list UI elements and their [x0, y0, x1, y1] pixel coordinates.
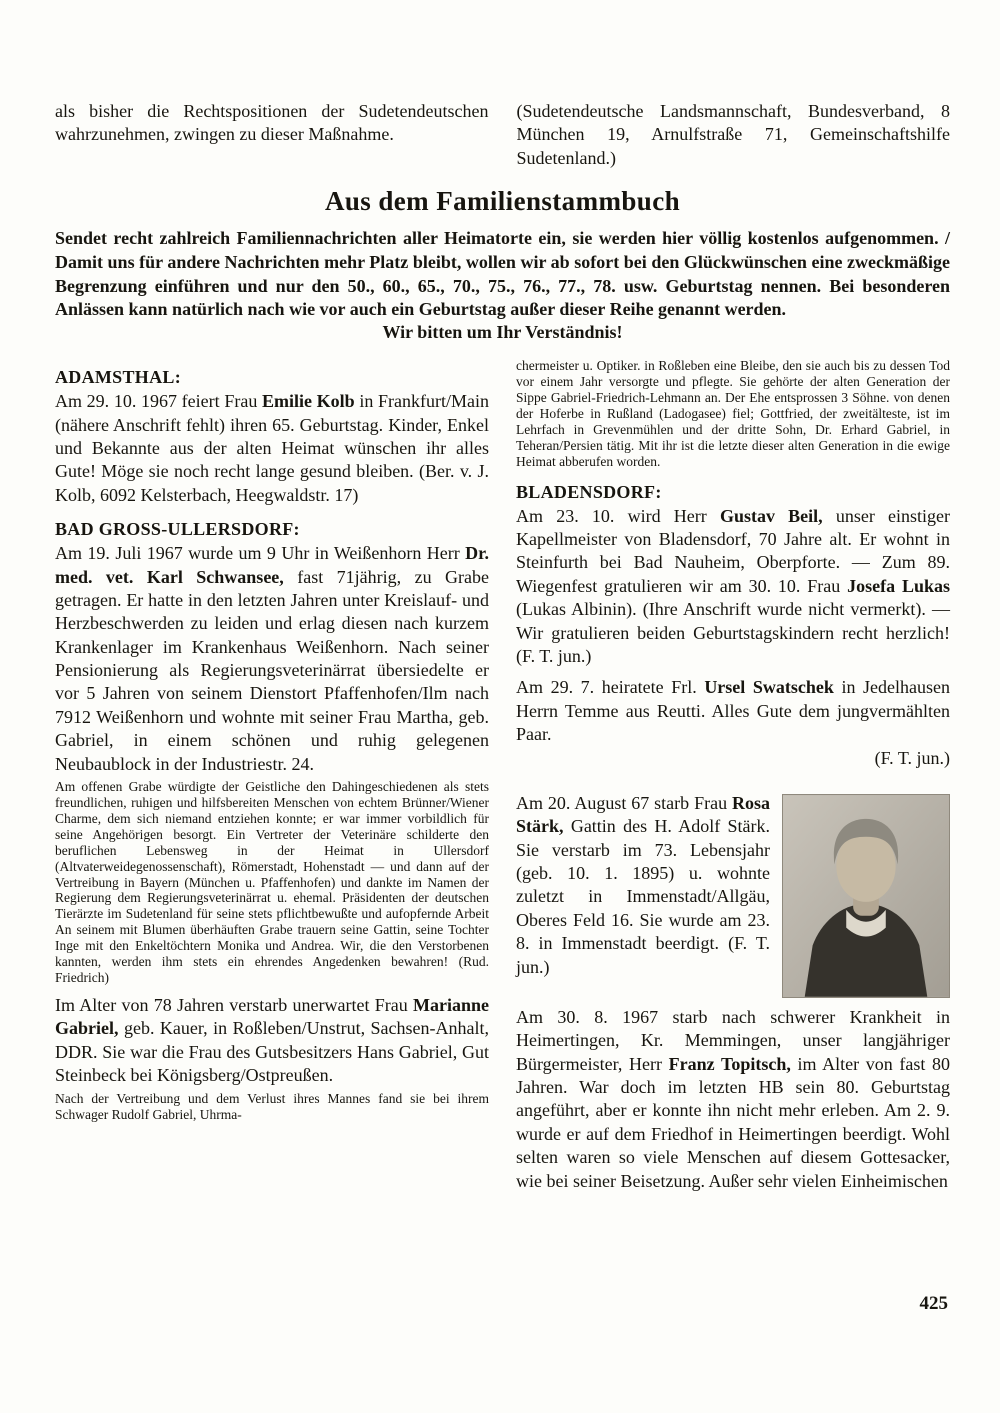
- signature-line: (F. T. jun.): [874, 747, 950, 768]
- entry-paragraph-topitsch-obituary: Am 30. 8. 1967 starb nach schwerer Krankheit in Heimertingen, Kr. Memmingen, unser langjähriger Bürgermeister, Herr Franz Topitsch, im Alter von fast 80 Jahren. War doch im letzten HB sein 80. Geburtstag angeführt, aber er konnte ihn nicht mehr erleben. Am 2. 9. wurde er auf dem Friedhof in Heimertingen beerdigt. Wohl selten waren so viele Menschen auf diesem Gottesacker, wie bei seiner Beisetzung. Außer sehr vielen Einheimischen: [516, 1006, 950, 1191]
- page-title: Aus dem Familienstammbuch: [324, 186, 680, 217]
- entry-paragraph-beil-lukas: Am 23. 10. wird Herr Gustav Beil, unser einstiger Kapellmeister von Bladensdorf, 70 Jahre alt. Er wohnt in Steinfurth bei Bad Nauheim, Oberpforte. — Zum 89. Wiegenfest gratulieren wir am 30. 10. Frau Josefa Lukas (Lukas Albinin). (Ihre Anschrift wurde nicht vermerkt). — Wir gratulieren beiden Geburtstagskindern recht herzlich! (F. T. jun.): [516, 505, 950, 666]
- two-column-body: [55, 355, 950, 1193]
- left-column: [55, 355, 489, 1193]
- entry-paragraph-adamsthal: Am 29. 10. 1967 feiert Frau Emilie Kolb in Frankfurt/Main (nähere Anschrift fehlt) ihren 65. Geburtstag. Kinder, Enkel und Bekannte aus der alten Heimat wünschen ihr alles Gute! Möge sie noch recht lange gesund bleiben. (Ber. v. J. Kolb, 6092 Kelsterbach, Heegwaldstr. 17): [55, 391, 489, 505]
- entry-paragraph-swatschek-wedding: Am 29. 7. heiratete Frl. Ursel Swatschek in Jedelhausen Herrn Temme aus Reutti. Alles Gute dem jungvermählten Paar.: [516, 677, 950, 745]
- intro-paragraph: Sendet recht zahlreich Familiennachrichten aller Heimatorte ein, sie werden hier völlig kostenlos aufgenommen. / Damit uns für andere Nachrichten mehr Platz bleibt, wollen wir ab sofort bei den Glückwünschen eine zweckmäßige Begrenzung einführen und nur den 50., 60., 65., 70., 75., 76., 77., 78. usw. Geburtstag nennen. Bei besonderen Anlässen kann natürlich nach wie vor auch ein Geburtstag außer dieser Reihe genannt werden.: [55, 228, 950, 320]
- entry-heading-bad-gross-ullersdorf: BAD GROSS-ULLERSDORF:: [55, 519, 300, 540]
- entry-paragraph-gabriel-obituary: Im Alter von 78 Jahren verstarb unerwartet Frau Marianne Gabriel, geb. Kauer, in Roßleben/Unstrut, Sachsen-Anhalt, DDR. Sie war die Frau des Gutsbesitzers Hans Gabriel, Gut Steinbeck bei Königsberg/Ostpreußen.: [55, 995, 489, 1086]
- entry-paragraph-gabriel-continued: chermeister u. Optiker. in Roßleben eine Bleibe, den sie auch bis zu dessen Tod vor einem Jahr versorgte und pflegte. Sie gehörte der alten Generation der Sippe Gabriel-Friedrich-Lehmann an. Der Ehe entsprossen 3 Söhne. von denen der Hoferbe in Rußland (Ladogasee) fiel; Gottfried, der zweitälteste, ist im Lehrfach in Grevenmühlen und der dritte Sohn, Dr. Erhard Gabriel, in Teheran/Persien tätig. Mit ihr ist die letzte dieser alten Generation in die ewige Heimat abberufen worden.: [516, 358, 950, 469]
- top-right-paragraph: (Sudetendeutsche Landsmannschaft, Bundesverband, 8 München 19, Arnulfstraße 71, Gemeinschaftshilfe Sudetenland.): [516, 101, 950, 168]
- top-left-paragraph: als bisher die Rechtspositionen der Sudetendeutschen wahrzunehmen, zwingen zu dieser Maßnahme.: [55, 101, 489, 145]
- right-column: [516, 355, 950, 1193]
- entry-paragraph-staerk-obituary: Am 20. August 67 starb Frau Rosa Stärk, Gattin des H. Adolf Stärk. Sie verstarb im 73. Lebensjahr (geb. 10. 1. 1895) u. wohnte zuletzt in Immenstadt/Allgäu, Oberes Feld 16. Sie wurde am 23. 8. in Immenstadt beerdigt. (F. T. jun.): [516, 792, 770, 977]
- intro-closing-line: Wir bitten um Ihr Verständnis!: [382, 322, 623, 343]
- entry-heading-bladensdorf: BLADENSDORF:: [516, 481, 662, 502]
- entry-paragraph-schwansee-obituary: Am 19. Juli 1967 wurde um 9 Uhr in Weißenhorn Herr Dr. med. vet. Karl Schwansee, fast 71jährig, zu Grabe getragen. Er hatte in den letzten Jahren unter Kreislauf- und Herzbeschwerden zu leiden und erlag diesen nach kurzem Krankenlager im Krankenhaus Weißenhorn. Nach seiner Pensionierung als Regierungsveterinärrat übersiedelte er vor 5 Jahren von seinem Dienstort Pfaffenhofen/Ilm nach 7912 Weißenhorn und wohnte mit seiner Frau Martha, geb. Gabriel, in einem schönen und ruhig gelegenen Neubaublock in der Industriestr. 24.: [55, 543, 489, 774]
- obituary-with-photo: [516, 792, 950, 979]
- page-number: 425: [919, 1293, 948, 1314]
- entry-paragraph-gabriel-continuation: Nach der Vertreibung und dem Verlust ihres Mannes fand sie bei ihrem Schwager Rudolf Gabriel, Uhrma-: [55, 1090, 489, 1122]
- entry-heading-adamsthal: ADAMSTHAL:: [55, 367, 182, 388]
- portrait-photo-graphic: [783, 795, 949, 997]
- portrait-photo: [782, 794, 950, 998]
- page-top-paragraphs: [55, 100, 950, 170]
- entry-paragraph-schwansee-eulogy: Am offenen Grabe würdigte der Geistliche den Dahingeschiedenen als stets freundlichen, ruhigen und hilfsbereiten Menschen von echtem Brünner/Wiener Charme, dem sich niemand entziehen konnte; er war immer vorbildlich für seine Angehörigen besorgt. Ein Vertreter der Veterinäre schilderte den beruflichen Lebensweg in der Heimat in Ullersdorf (Altvaterweidegenossenschaft), Römerstadt, Hohenstadt — und dann auf der Vertreibung in Bayern (München u. Pfaffenhofen) und dankte im Namen der Regierung dem Regierungsveterinärrat u. ehemal. Präsidenten der deutschen Tierärzte im Sudetenland für seine stets pflichtbewußte und aufopfernde Arbeit An seinem mit Blumen überhäuften Grabe trauern seine Gattin, seine Tochter Inge mit den Enkeltöchtern Monika und Andrea. Wir, die den Verstorbenen kannten, werden ihm stets ein ehrendes Angedenken bewahren! (Rud. Friedrich): [55, 779, 489, 986]
